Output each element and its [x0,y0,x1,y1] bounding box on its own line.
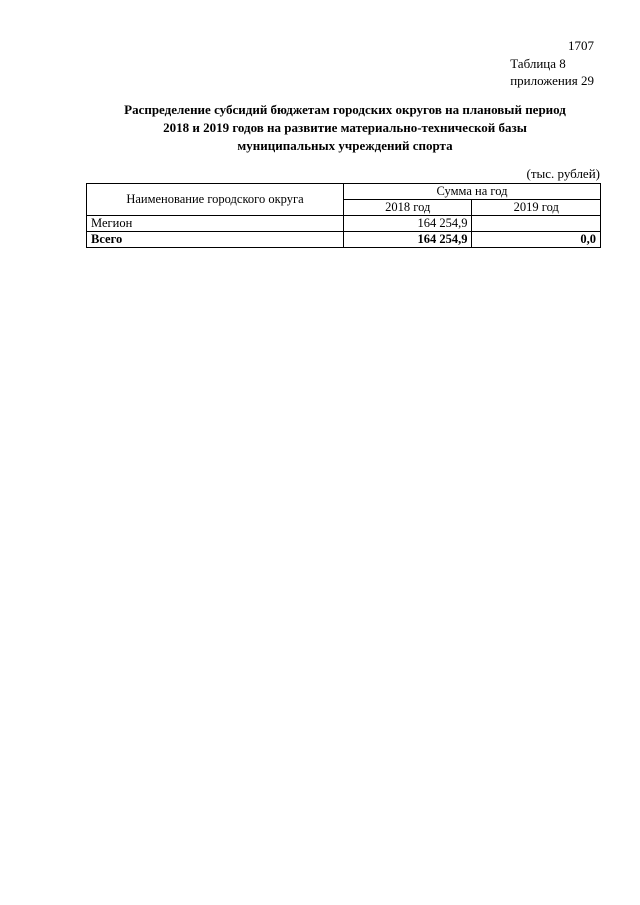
page-number: 1707 [568,38,594,53]
total-value-2018: 164 254,9 [343,232,471,248]
title-line-3: муниципальных учреждений спорта [237,138,453,153]
units-label: (тыс. рублей) [526,166,600,181]
table-label: Таблица 8 [510,56,566,71]
total-label: Всего [87,232,344,248]
header-sum-per-year: Сумма на год [343,184,600,200]
title-line-1: Распределение субсидий бюджетам городских округов на плановый период [124,102,566,117]
appendix-label: приложения 29 [510,73,594,88]
document-title [80,101,610,155]
total-value-2019: 0,0 [472,232,601,248]
header-year-2019: 2019 год [472,200,601,216]
table-total-row [87,232,601,248]
row-district-name: Мегион [87,216,344,232]
header-year-2018: 2018 год [343,200,471,216]
table-row [87,216,601,232]
table-reference [510,55,594,89]
header-district-name: Наименование городского округа [87,184,344,216]
row-value-2019 [472,216,601,232]
title-line-2: 2018 и 2019 годов на развитие материально-технической базы [163,120,527,135]
table-header-row [87,184,601,200]
row-value-2018: 164 254,9 [343,216,471,232]
subsidy-table [86,183,601,248]
